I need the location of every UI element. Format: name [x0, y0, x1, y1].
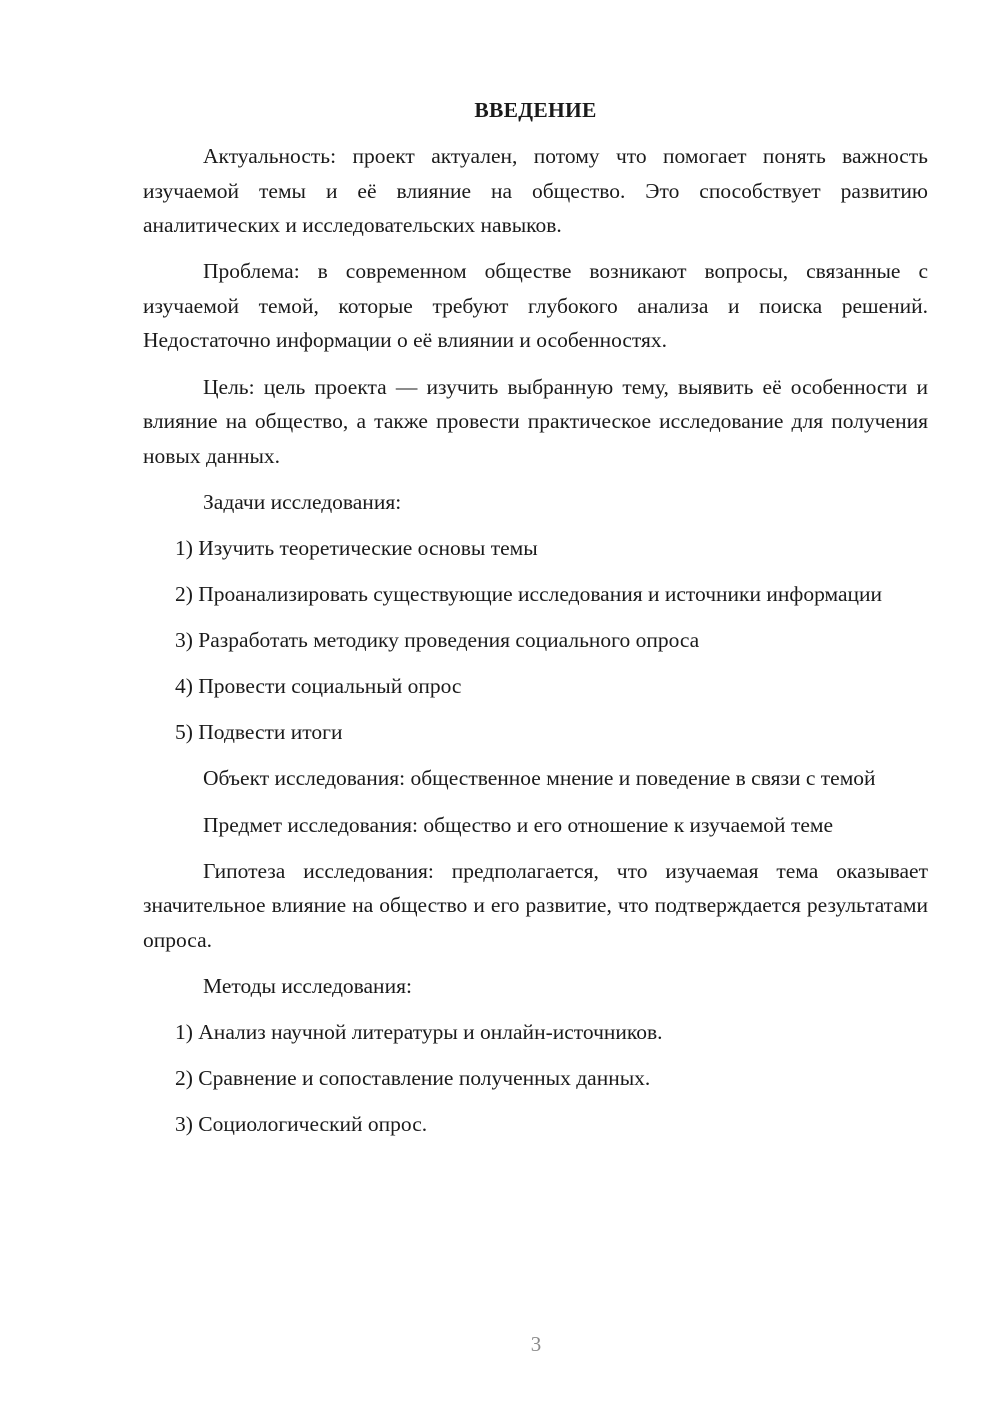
method-item: 2) Сравнение и сопоставление полученных данных. [175, 1066, 651, 1091]
task-item: 2) Проанализировать существующие исследования и источники информации [175, 582, 883, 607]
goal-paragraph: Цель: цель проекта — изучить выбранную тему, выявить её особенности и влияние на общество, а также провести практическое исследование для получения новых данных. [143, 374, 928, 468]
document-page [143, 92, 928, 1153]
method-item: 1) Анализ научной литературы и онлайн-источников. [175, 1019, 663, 1044]
task-item: 4) Провести социальный опрос [175, 674, 462, 699]
methods-title: Методы исследования: [203, 973, 412, 998]
section-heading: ВВЕДЕНИЕ [474, 98, 597, 122]
subject-paragraph: Предмет исследования: общество и его отношение к изучаемой теме [203, 812, 834, 837]
relevance-paragraph: Актуальность: проект актуален, потому что помогает понять важность изучаемой темы и её влияние на общество. Это способствует развитию аналитических и исследовательских навыков. [143, 144, 928, 238]
method-item: 3) Социологический опрос. [175, 1112, 428, 1137]
page-number: 3 [530, 1332, 542, 1356]
problem-paragraph: Проблема: в современном обществе возникают вопросы, связанные с изучаемой темой, которые требуют глубокого анализа и поиска решений. Недостаточно информации о её влиянии и особенностях. [143, 259, 928, 353]
hypothesis-paragraph: Гипотеза исследования: предполагается, что изучаемая тема оказывает значительное влияние на общество и его развитие, что подтверждается результатами опроса. [143, 858, 928, 952]
task-item: 1) Изучить теоретические основы темы [175, 535, 538, 560]
task-item: 5) Подвести итоги [175, 720, 343, 745]
tasks-title: Задачи исследования: [203, 489, 402, 514]
task-item: 3) Разработать методику проведения социального опроса [175, 628, 700, 653]
object-paragraph: Объект исследования: общественное мнение и поведение в связи с темой [203, 766, 876, 791]
